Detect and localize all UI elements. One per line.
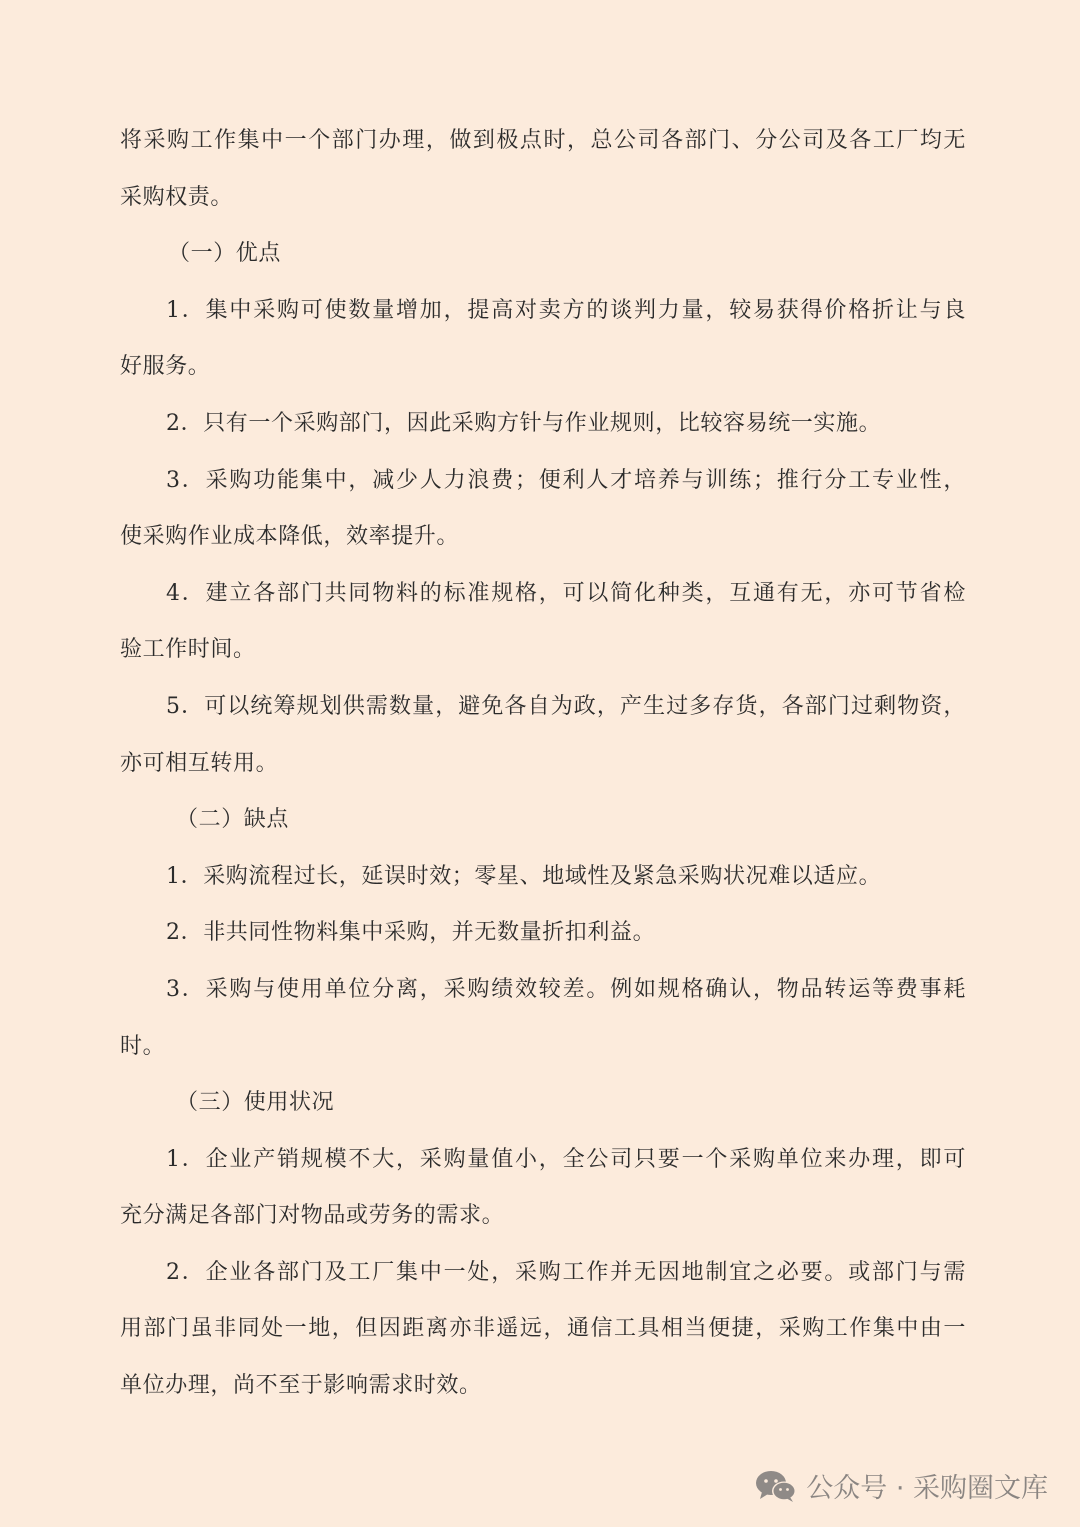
list-item-line: 2．企业各部门及工厂集中一处，采购工作并无因地制宜之必要。或部门与需	[166, 1259, 966, 1285]
list-item-line: 验工作时间。	[120, 637, 256, 663]
list-item-line: 1．采购流程过长，延误时效；零星、地域性及紧急采购状况难以适应。	[166, 863, 882, 889]
section-heading-advantages: （一）优点	[168, 241, 282, 267]
list-item-line: 时。	[120, 1033, 166, 1059]
list-item-line: 2．非共同性物料集中采购，并无数量折扣利益。	[166, 920, 656, 946]
list-item-line: 亦可相互转用。	[120, 750, 279, 776]
list-item-line: 1．企业产销规模不大，采购量值小，全公司只要一个采购单位来办理，即可	[166, 1146, 966, 1172]
list-item-line: 3．采购功能集中，减少人力浪费；便利人才培养与训练；推行分工专业性，	[166, 467, 966, 493]
section-heading-usage: （三）使用状况	[176, 1090, 335, 1116]
section-heading-disadvantages: （二）缺点	[176, 807, 290, 833]
paragraph-line: 采购权责。	[120, 184, 234, 210]
list-item-line: 单位办理，尚不至于影响需求时效。	[120, 1373, 482, 1399]
list-item-line: 4．建立各部门共同物料的标准规格，可以简化种类，互通有无，亦可节省检	[166, 580, 966, 606]
document-body	[120, 113, 966, 1415]
watermark-text: 公众号 · 采购圈文库	[806, 1473, 1048, 1504]
list-item-line: 2．只有一个采购部门，因此采购方针与作业规则，比较容易统一实施。	[166, 410, 882, 436]
watermark	[754, 1466, 1048, 1505]
list-item-line: 5．可以统筹规划供需数量，避免各自为政，产生过多存货，各部门过剩物资，	[166, 693, 966, 719]
list-item-line: 用部门虽非同处一地，但因距离亦非遥远，通信工具相当便捷，采购工作集中由一	[120, 1316, 966, 1342]
list-item-line: 使采购作业成本降低，效率提升。	[120, 524, 460, 550]
paragraph-line: 将采购工作集中一个部门办理，做到极点时，总公司各部门、分公司及各工厂均无	[120, 128, 966, 153]
list-item-line: 1．集中采购可使数量增加，提高对卖方的谈判力量，较易获得价格折让与良	[166, 297, 966, 323]
wechat-icon	[754, 1468, 798, 1504]
list-item-line: 充分满足各部门对物品或劳务的需求。	[120, 1203, 505, 1229]
list-item-line: 好服务。	[120, 354, 211, 380]
list-item-line: 3．采购与使用单位分离，采购绩效较差。例如规格确认，物品转运等费事耗	[166, 976, 966, 1002]
